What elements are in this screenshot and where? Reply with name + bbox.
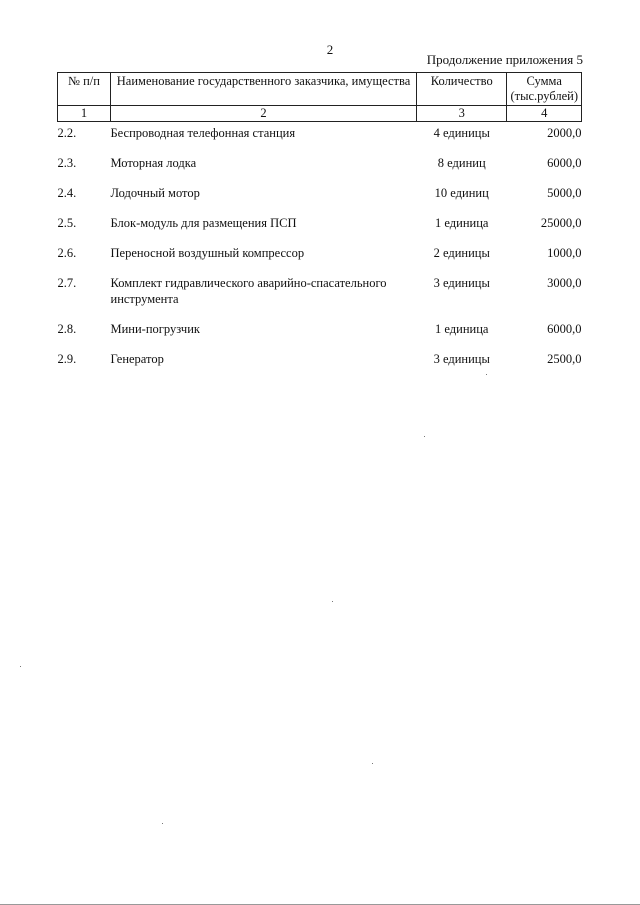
row-sum: 25000,0 (540, 216, 582, 230)
column-number-2: 2 (111, 106, 417, 122)
row-sum: 1000,0 (547, 246, 582, 260)
row-qty: 1 единица (435, 322, 489, 336)
page-number: 2 (326, 42, 334, 57)
row-sum: 2500,0 (547, 352, 582, 366)
table-row (58, 201, 582, 231)
header-num: № п/п (58, 73, 111, 106)
table-row (58, 231, 582, 261)
row-num: 2.9. (57, 352, 77, 366)
table-row (58, 122, 582, 142)
row-name: Комплект гидравлического аварийно-спасательного инструмента (110, 276, 387, 306)
header-name: Наименование государственного заказчика, имущества (111, 73, 417, 106)
items-table (57, 72, 582, 367)
row-num: 2.5. (57, 216, 77, 230)
row-num: 2.8. (57, 322, 77, 336)
row-num: 2.6. (57, 246, 77, 260)
column-number-1: 1 (58, 106, 111, 122)
scan-speck (486, 374, 487, 375)
table-row (58, 141, 582, 171)
scan-speck (332, 601, 333, 602)
row-qty: 1 единица (435, 216, 489, 230)
continuation-label: Продолжение приложения 5 (426, 52, 583, 67)
row-sum: 6000,0 (547, 156, 582, 170)
row-num: 2.4. (57, 186, 77, 200)
row-qty: 10 единиц (434, 186, 489, 200)
table-row (58, 171, 582, 201)
header-qty: Количество (417, 73, 507, 106)
table-header (58, 73, 582, 122)
row-sum: 3000,0 (547, 276, 582, 290)
header-row (58, 73, 582, 106)
scan-speck (424, 436, 425, 437)
column-number-3: 3 (417, 106, 507, 122)
row-sum: 5000,0 (547, 186, 582, 200)
row-qty: 4 единицы (433, 126, 490, 140)
row-name: Моторная лодка (110, 156, 197, 170)
row-name: Лодочный мотор (110, 186, 200, 200)
row-qty: 3 единицы (433, 352, 490, 366)
column-number-4: 4 (507, 106, 582, 122)
row-num: 2.3. (57, 156, 77, 170)
row-qty: 3 единицы (433, 276, 490, 290)
row-num: 2.2. (57, 126, 77, 140)
row-num: 2.7. (57, 276, 77, 290)
table-body (58, 122, 582, 368)
column-number-row (58, 106, 582, 122)
row-name: Блок-модуль для размещения ПСП (110, 216, 297, 230)
table-row (58, 307, 582, 337)
table-row (58, 337, 582, 367)
table-row (58, 261, 582, 307)
row-name: Мини-погрузчик (110, 322, 200, 336)
row-qty: 8 единиц (437, 156, 486, 170)
scan-speck (20, 666, 21, 667)
scan-speck (162, 823, 163, 824)
row-qty: 2 единицы (433, 246, 490, 260)
row-name: Генератор (110, 352, 164, 366)
row-sum: 6000,0 (547, 322, 582, 336)
scan-speck (372, 763, 373, 764)
row-name: Беспроводная телефонная станция (110, 126, 296, 140)
header-sum: Сумма (тыс.рублей) (507, 73, 582, 106)
row-sum: 2000,0 (547, 126, 582, 140)
row-name: Переносной воздушный компрессор (110, 246, 305, 260)
